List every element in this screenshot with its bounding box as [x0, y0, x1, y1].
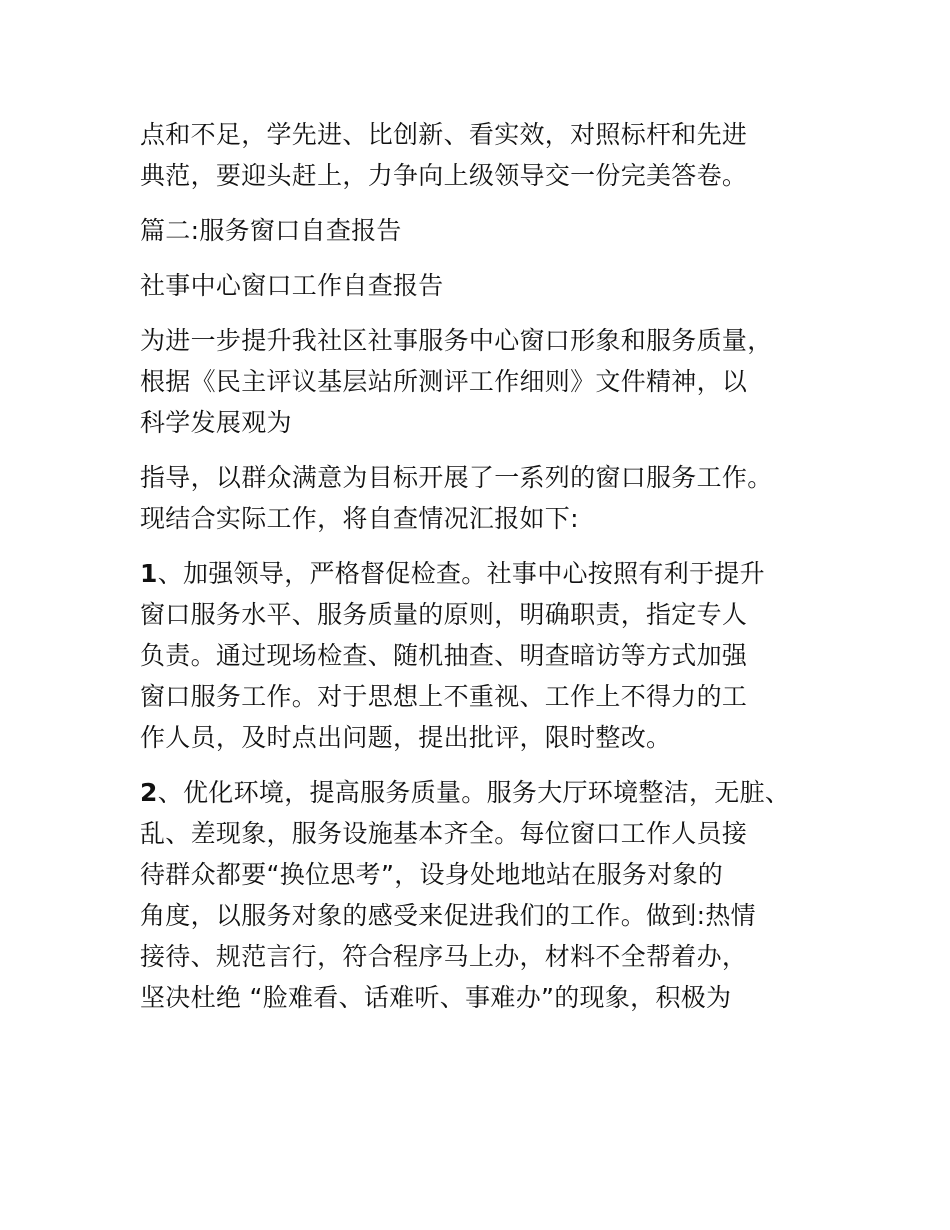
text-line: 坚决杜绝 “脸难看、话难听、事难办”的现象，积极为 — [140, 983, 732, 1012]
paragraph-item-1 — [140, 553, 840, 758]
paragraph-item-2 — [140, 772, 840, 1018]
document-page — [140, 114, 840, 1032]
text-line — [140, 553, 840, 594]
text-line: 现结合实际工作，将自查情况汇报如下: — [140, 504, 579, 533]
report-title — [140, 265, 840, 306]
text-line: 典范，要迎头赶上，力争向上级领导交一份完美答卷。 — [140, 161, 748, 190]
item-number: 2 — [140, 778, 158, 807]
text-line: 根据《民主评议基层站所测评工作细则》文件精神，以 — [140, 367, 748, 396]
paragraph-guidance — [140, 457, 840, 539]
text-line: 窗口服务工作。对于思想上不重视、工作上不得力的工 — [140, 682, 748, 711]
text-line: 窗口服务水平、服务质量的原则，明确职责，指定专人 — [140, 600, 748, 629]
text-line-content: 、优化环境，提高服务质量。服务大厅环境整洁，无脏、 — [157, 778, 791, 807]
text-line — [140, 772, 840, 813]
text-line: 作人员，及时点出问题，提出批评，限时整改。 — [140, 723, 672, 752]
text-line-content: 、加强领导，严格督促检查。社事中心按照有利于提升 — [157, 559, 765, 588]
text-line: 乱、差现象，服务设施基本齐全。每位窗口工作人员接 — [140, 819, 748, 848]
text-line: 接待、规范言行，符合程序马上办，材料不全帮着办， — [140, 942, 748, 971]
report-title-text: 社事中心窗口工作自查报告 — [140, 271, 444, 300]
text-line: 负责。通过现场检查、随机抽查、明查暗访等方式加强 — [140, 641, 748, 670]
paragraph-intro — [140, 320, 840, 443]
text-line: 科学发展观为 — [140, 408, 292, 437]
text-line: 角度，以服务对象的感受来促进我们的工作。做到:热情 — [140, 901, 756, 930]
section-title: 篇二:服务窗口自查报告 — [140, 216, 402, 245]
item-number: 1 — [140, 559, 158, 588]
text-line: 点和不足，学先进、比创新、看实效，对照标杆和先进 — [140, 120, 748, 149]
section-heading — [140, 210, 840, 251]
text-line: 为进一步提升我社区社事服务中心窗口形象和服务质量， — [140, 326, 773, 355]
paragraph-conclusion — [140, 114, 840, 196]
text-line: 待群众都要“换位思考”，设身处地地站在服务对象的 — [140, 860, 724, 889]
text-line: 指导，以群众满意为目标开展了一系列的窗口服务工作。 — [140, 463, 773, 492]
